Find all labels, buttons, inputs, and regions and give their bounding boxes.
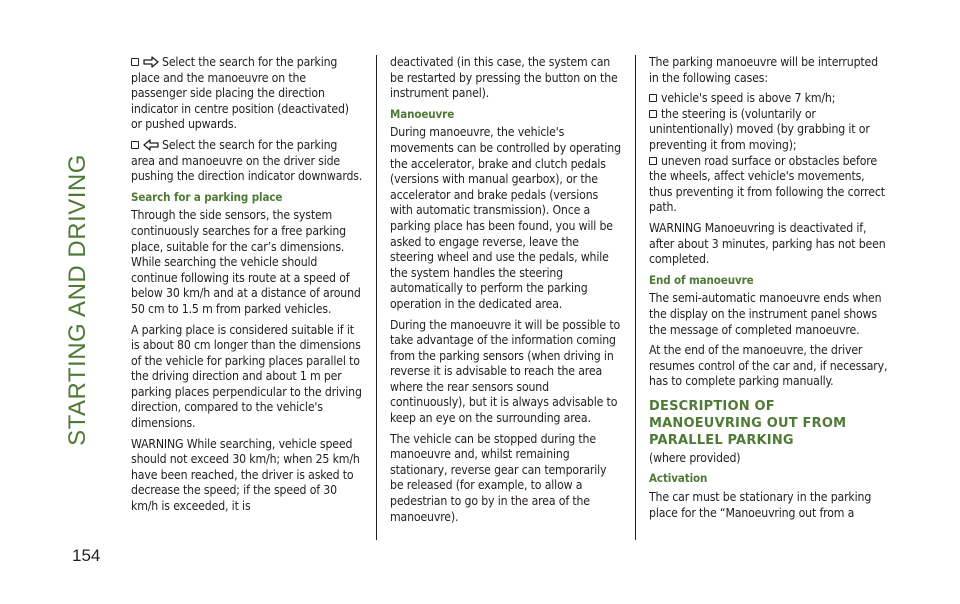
heading-search-parking: Search for a parking place	[131, 189, 283, 204]
column-3	[649, 55, 889, 526]
paragraph: The vehicle can be stopped during the manoeuvre and, whilst remaining stationary, reverse gear can temporarily be released (for example, to allow a pedestrian to go by in the area of the manoeuvre).	[390, 431, 607, 524]
checkbox-bullet-icon	[649, 110, 657, 118]
paragraph: The parking manoeuvre will be interrupted in the following cases:	[649, 55, 878, 85]
option-right-paragraph	[131, 55, 363, 133]
arrow-right-icon	[143, 56, 159, 68]
option-left-text: Select the search for the parking area and manoeuvre on the driver side pushing the direction indicator downwards.	[131, 137, 363, 184]
paragraph: At the end of the manoeuvre, the driver resumes control of the car and, if necessary, has to complete parking manually.	[649, 343, 888, 389]
heading-manoeuvre: Manoeuvre	[390, 106, 455, 121]
section-heading: DESCRIPTION OF MANOEUVRING OUT FROM PARALLEL PARKING	[649, 398, 847, 448]
column-2	[390, 55, 622, 530]
paragraph: deactivated (in this case, the system can be restarted by pressing the button on the instrument panel).	[390, 55, 618, 101]
option-left-paragraph	[131, 138, 363, 185]
list-item	[649, 107, 889, 154]
paragraph: During manoeuvre, the vehicle's movements can be controlled by operating the accelerator, brake and clutch pedals (versions with manual gearbox), or the accelerator and brake pedals (versions with automatic transmission). Once a parking place has been found, you will be asked to engage reverse, leave the steering wheel and use the pedals, while the system handles the steering automatically to perform the parking operation in the dedicated area.	[390, 125, 621, 311]
column-divider	[635, 55, 636, 540]
list-item-text: the steering is (voluntarily or unintentionally) moved (by grabbing it or preventing it from moving);	[649, 106, 870, 152]
heading-end-of-manoeuvre: End of manoeuvre	[649, 272, 754, 287]
paragraph: A parking place is considered suitable if it is about 80 cm longer than the dimensions of the vehicle for parking places parallel to the driving direction and about 1 m per parking places perpendicular to the driving direction, compared to the vehicle's dimensions.	[131, 322, 362, 431]
list-item-text: vehicle's speed is above 7 km/h;	[661, 91, 836, 106]
interruption-list	[649, 91, 889, 216]
checkbox-bullet-icon	[649, 94, 657, 102]
column-divider	[376, 55, 377, 540]
heading-activation: Activation	[649, 471, 708, 486]
section-title-text: STARTING AND DRIVING	[64, 154, 91, 446]
list-item	[649, 154, 889, 216]
where-provided-note: (where provided)	[649, 450, 741, 465]
list-item-text: uneven road surface or obstacles before the wheels, affect vehicle's movements, thus preventing it from following the correct path.	[649, 153, 885, 215]
checkbox-bullet-icon	[131, 58, 139, 66]
checkbox-bullet-icon	[131, 141, 139, 149]
warning-paragraph: WARNING Manoeuvring is deactivated if, after about 3 minutes, parking has not been completed.	[649, 220, 886, 267]
column-1	[131, 55, 363, 520]
list-item	[649, 91, 889, 107]
option-right-text: Select the search for the parking place and the manoeuvre on the passenger side placing the direction indicator in centre position (deactivated) or pushed upwards.	[131, 55, 349, 132]
warning-paragraph: WARNING While searching, vehicle speed should not exceed 30 km/h; when 25 km/h have been reached, the driver is asked to decrease the speed; if the speed of 30 km/h is exceeded, it is	[131, 436, 360, 514]
page-number: 154	[72, 546, 101, 565]
paragraph: The semi-automatic manoeuvre ends when the display on the instrument panel shows the message of completed manoeuvre.	[649, 291, 882, 337]
checkbox-bullet-icon	[649, 157, 657, 165]
paragraph: Through the side sensors, the system continuously searches for a free parking place, suitable for the car’s dimensions. While searching the vehicle should continue following its route at a speed of below 30 km/h and at a distance of around 50 cm to 1.5 m from parked vehicles.	[131, 208, 361, 316]
paragraph: The car must be stationary in the parking place for the “Manoeuvring out from a	[649, 490, 872, 520]
paragraph: During the manoeuvre it will be possible to take advantage of the information coming from the parking sensors (when driving in reverse it is advisable to reach the area where the rear sensors sound continuously), but it is always advisable to keep an eye on the surrounding area.	[390, 317, 621, 426]
arrow-left-icon	[143, 139, 159, 151]
